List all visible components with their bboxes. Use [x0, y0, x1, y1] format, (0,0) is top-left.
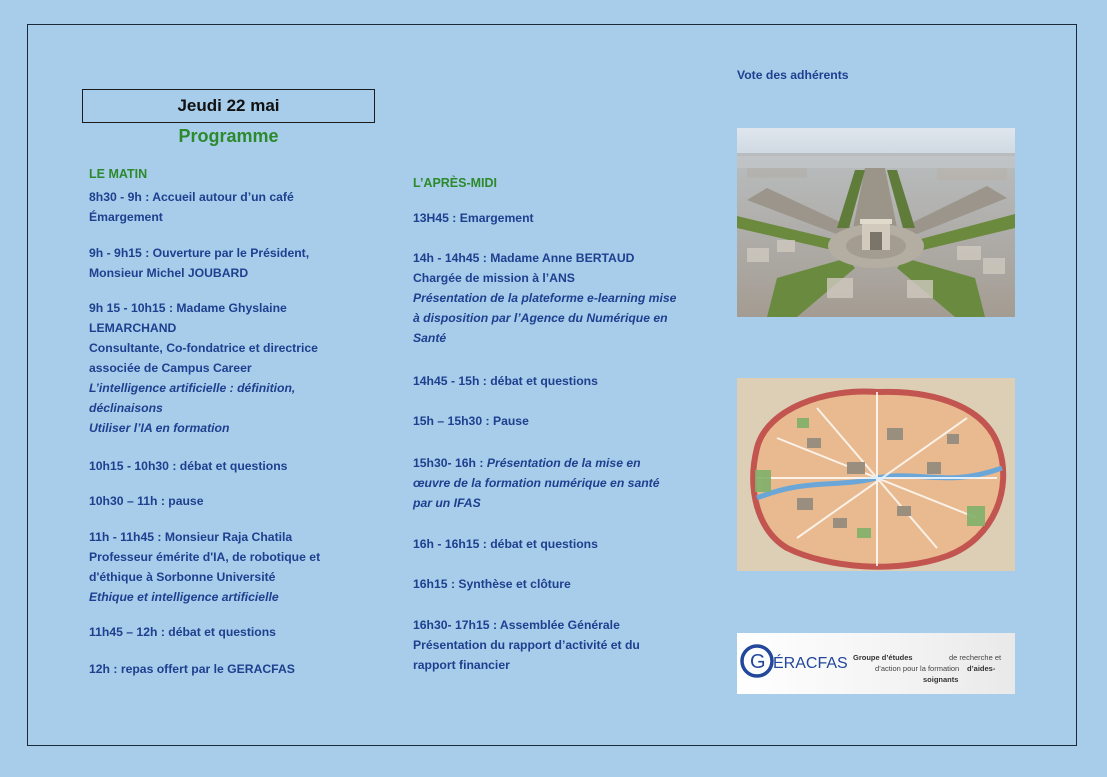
- morning-entry: [89, 622, 276, 642]
- afternoon-title: L’APRÈS-MIDI: [413, 176, 498, 190]
- entry-line: 10h30 – 11h : pause: [89, 494, 204, 508]
- date-box: [82, 89, 375, 123]
- morning-title: LE MATIN: [89, 167, 148, 181]
- entry-line: 11h - 11h45 : Monsieur Raja Chatila: [89, 530, 293, 544]
- morning-entry: [89, 298, 318, 438]
- logo-tagline-1: Groupe d’études: [853, 653, 913, 662]
- entry-italic-line: déclinaisons: [89, 401, 163, 415]
- afternoon-entry: [413, 574, 571, 594]
- entry-line: Émargement: [89, 210, 163, 224]
- entry-line: 13H45 : Emargement: [413, 211, 534, 225]
- entry-italic-line: Santé: [413, 331, 447, 345]
- entry-italic-line: Ethique et intelligence artificielle: [89, 590, 279, 604]
- morning-entry: [89, 456, 287, 476]
- paris-map: [737, 378, 1015, 571]
- morning-entry: [89, 243, 309, 283]
- entry-line: 14h45 - 15h : débat et questions: [413, 374, 598, 388]
- entry-italic-line: Utiliser l’IA en formation: [89, 421, 230, 435]
- entry-italic-line: œuvre de la formation numérique en santé: [413, 476, 660, 490]
- entry-line: d'éthique à Sorbonne Université: [89, 570, 276, 584]
- morning-entry: [89, 527, 320, 607]
- paris-map-illustration: [737, 378, 1015, 571]
- entry-line: associée de Campus Career: [89, 361, 252, 375]
- entry-italic-line: à disposition par l’Agence du Numérique en: [413, 311, 668, 325]
- entry-italic-line: L’intelligence artificielle : définition,: [89, 381, 296, 395]
- afternoon-entry: [413, 534, 598, 554]
- date-label: Jeudi 22 mai: [177, 96, 280, 115]
- geracfas-logo-mark: [737, 633, 1015, 694]
- entry-line: 12h : repas offert par le GERACFAS: [89, 662, 295, 676]
- entry-line: 8h30 - 9h : Accueil autour d’un café: [89, 190, 294, 204]
- paris-aerial-illustration: [737, 128, 1015, 317]
- morning-entry: [89, 491, 204, 511]
- entry-line: LEMARCHAND: [89, 321, 177, 335]
- logo-name: ÉRACFAS: [773, 655, 848, 672]
- entry-line: Présentation du rapport d’activité et du: [413, 638, 640, 652]
- logo-tagline-2b: d’aides-: [967, 664, 996, 673]
- entry-lead: 15h30- 16h :: [413, 456, 487, 470]
- entry-line: Chargée de mission à l’ANS: [413, 271, 575, 285]
- entry-line: 16h30- 17h15 : Assemblée Générale: [413, 618, 620, 632]
- afternoon-entry: [413, 248, 676, 348]
- vote-title: Vote des adhérents: [737, 68, 849, 82]
- afternoon-entry: [413, 208, 534, 228]
- logo-tagline-1b: de recherche et: [949, 653, 1002, 662]
- entry-line: 9h 15 - 10h15 : Madame Ghyslaine: [89, 301, 287, 315]
- afternoon-entry: [413, 615, 640, 675]
- entry-line: Professeur émérite d'IA, de robotique et: [89, 550, 321, 564]
- geracfas-logo: [737, 633, 1015, 694]
- entry-line: Consultante, Co-fondatrice et directrice: [89, 341, 318, 355]
- programme-title: Programme: [178, 126, 279, 146]
- paris-aerial-photo: [737, 128, 1015, 317]
- logo-tagline-3: soignants: [923, 675, 959, 684]
- entry-line: 16h15 : Synthèse et clôture: [413, 577, 571, 591]
- entry-italic-line: par un IFAS: [413, 496, 481, 510]
- logo-tagline-2: d’action pour la formation: [875, 664, 960, 673]
- morning-entry: [89, 187, 294, 227]
- entry-italic-line: Présentation de la plateforme e-learning mise: [413, 291, 677, 305]
- entry-line: Monsieur Michel JOUBARD: [89, 266, 249, 280]
- entry-lead-italic: Présentation de la mise en: [486, 456, 641, 470]
- afternoon-entry: [413, 453, 660, 513]
- entry-line: 14h - 14h45 : Madame Anne BERTAUD: [413, 251, 635, 265]
- morning-entry: [89, 659, 295, 679]
- afternoon-entry: [413, 371, 598, 391]
- logo-initial: G: [750, 651, 766, 673]
- entry-line: 15h – 15h30 : Pause: [413, 414, 529, 428]
- entry-line: rapport financier: [413, 658, 510, 672]
- afternoon-entry: [413, 411, 529, 431]
- entry-line: 9h - 9h15 : Ouverture par le Président,: [89, 246, 310, 260]
- entry-line: 16h - 16h15 : débat et questions: [413, 537, 598, 551]
- entry-line: 10h15 - 10h30 : débat et questions: [89, 459, 288, 473]
- entry-line: 11h45 – 12h : débat et questions: [89, 625, 276, 639]
